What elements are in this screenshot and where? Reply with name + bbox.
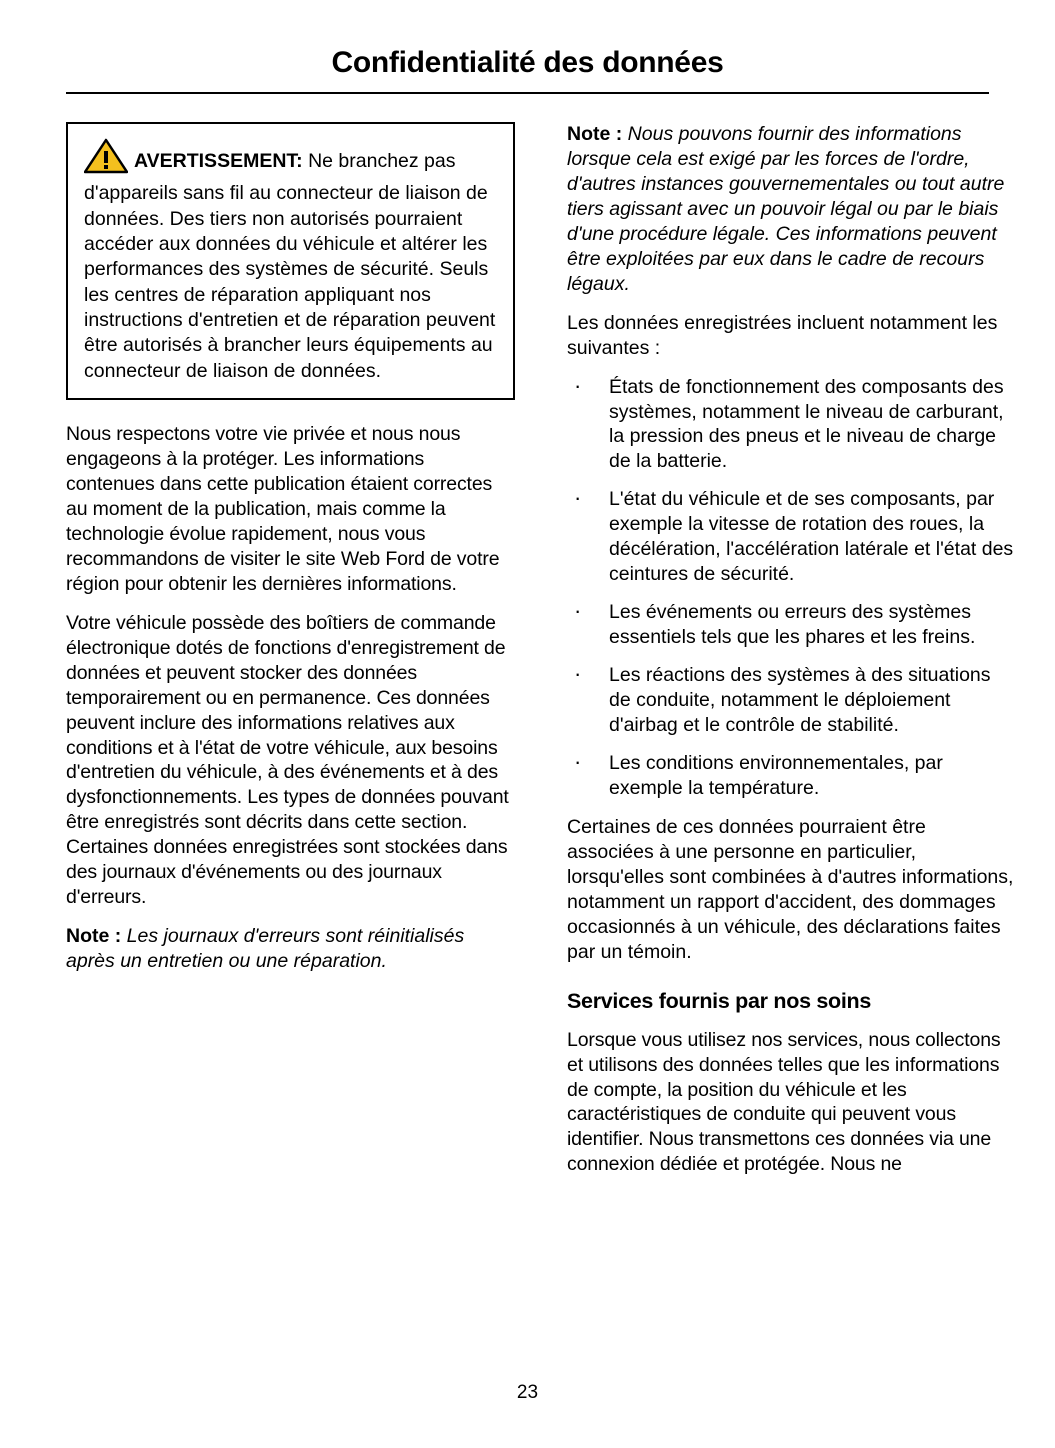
right-paragraph-last: Lorsque vous utilisez nos services, nous collectons et utilisons des données telles que les informations de compte, la position du véhicule et les caractéristiques de conduite qui peuvent vous identifier. Nous transmettons ces données via une connexion dédiée et protégée. Nous ne [567, 1028, 1001, 1176]
right-note [567, 122, 1016, 297]
right-column [567, 122, 1016, 1191]
list-item: · Les événements ou erreurs des systèmes essentiels tels que les phares et les freins. [567, 600, 1016, 650]
warning-triangle-icon [84, 138, 128, 181]
two-column-body [66, 122, 1014, 1191]
section-heading-services: Services fournis par nos soins [567, 988, 872, 1013]
page-number: 23 [516, 1382, 539, 1403]
left-column [66, 122, 515, 988]
right-note-label: Note : [567, 123, 623, 145]
left-note-label: Note : [66, 925, 122, 948]
list-item: · L'état du véhicule et de ses composants, par exemple la vitesse de rotation des roues, la décélération, l'accélération latérale et l'état des ceintures de sécurité. [567, 487, 1016, 587]
list-item: · Les conditions environnementales, par exemple la température. [567, 751, 1016, 801]
warning-paragraph [84, 138, 499, 384]
right-paragraph-after-bullets: Certaines de ces données pourraient être associées à une personne en particulier, lorsqu'elles sont combinées à d'autres informations, notamment un rapport d'accident, des dommages occasionnés à un véhicule, des déclarations faites par un témoin. [567, 815, 1014, 963]
left-paragraph-1: Nous respectons votre vie privée et nous nous engageons à la protéger. Les informations contenues dans cette publication étaient correctes au moment de la publication, mais comme la technologie évolue rapidement, nous vous recommandons de visiter le site Web Ford de votre région pour obtenir les dernières informations. [66, 423, 500, 595]
right-intro-paragraph: Les données enregistrées incluent notamment les suivantes : [567, 311, 998, 359]
warning-callout [66, 122, 515, 400]
left-note [66, 924, 515, 974]
left-note-text: Les journaux d'erreurs sont réinitialisés après un entretien ou une réparation. [66, 925, 465, 973]
left-paragraph-2: Votre véhicule possède des boîtiers de commande électronique dotés de fonctions d'enregistrement de données et peuvent stocker des données temporairement ou en permanence. Ces données peuvent inclure des informations relatives aux conditions et à l'état de votre véhicule, aux besoins d'entretien du véhicule, à des événements et à des dysfonctionnements. Les types de données pouvant être enregistrés sont décrits dans cette section. Certaines données enregistrées sont stockées dans des journaux d'événements ou des journaux d'erreurs. [66, 611, 509, 909]
warning-label: AVERTISSEMENT: [134, 150, 303, 172]
list-item: · Les réactions des systèmes à des situations de conduite, notamment le déploiement d'airbag et le contrôle de stabilité. [567, 663, 1016, 738]
title-divider [66, 92, 989, 94]
list-item: · États de fonctionnement des composants des systèmes, notamment le niveau de carburant, la pression des pneus et le niveau de charge de la batterie. [567, 375, 1016, 475]
right-note-text: Nous pouvons fournir des informations lorsque cela est exigé par les forces de l'ordre, d'autres instances gouvernementales ou tout autre tiers agissant avec un pouvoir légal ou par le biais d'une procédure légale. Ces informations peuvent être exploitées par eux dans le cadre de recours légaux. [567, 123, 1005, 295]
recorded-data-list [567, 375, 1016, 801]
page-title: Confidentialité des données [331, 46, 724, 79]
warning-text: Ne branchez pas d'appareils sans fil au connecteur de liaison de données. Des tiers non autorisés pourraient accéder aux données du véhicule et altérer les performances des systèmes de sécurité. Seuls les centres de réparation appliquant nos instructions d'entretien et de réparation peuvent être autorisés à brancher leurs équipements au connecteur de liaison de données. [84, 150, 496, 382]
